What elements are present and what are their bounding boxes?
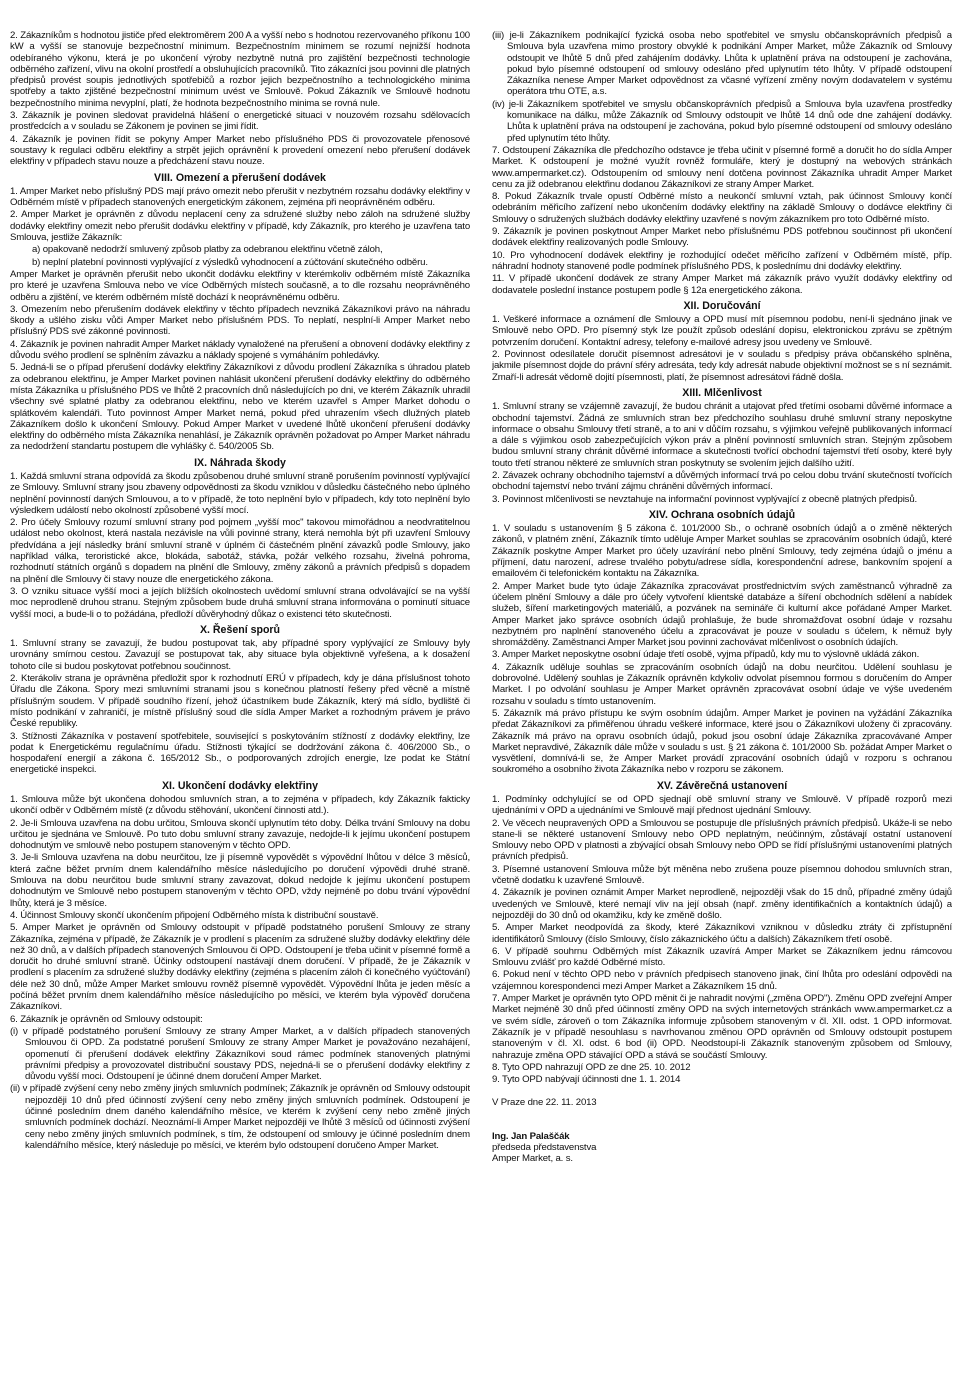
paragraph: 4. Zákazník je povinen řídit se pokyny Amper Market nebo příslušného PDS či provozovatele přenosové soustavy k regulaci odběru elektřiny a strpět jejich oprávnění k provedení omezení nebo přerušení dodávek elektřiny v případech stavu nouze a předcházení stavu nouze. <box>10 133 470 168</box>
paragraph: 9. Zákazník je povinen poskytnout Amper Market nebo příslušnému PDS potřebnou součinnost při ukončení dodávek elektřiny realizovaných podle Smlouvy. <box>492 226 952 249</box>
signature-date: V Praze dne 22. 11. 2013 <box>492 1097 597 1109</box>
paragraph: 8. Pokud Zákazník trvale opustí Odběrné místo a neukončí smluvní vztah, pak účinnost Smlouvy končí odebráním měřicího zařízení nebo ukončením dodávky elektřiny na základě Smlouvy o dodávce elektřiny či Smlouvy o sdružených službách dodávky elektřiny uzavřené s novým zákazníkem pro toto Odběrné místo. <box>492 191 952 225</box>
paragraph: 1. Veškeré informace a oznámení dle Smlouvy a OPD musí mít písemnou podobu, není-li sjednáno jinak ve Smlouvě nebo OPD. Pro písemný styk lze použít způsob odeslání dopisu, elektronickou zprávu se zpětným potvrzením doručení. Kontaktní adresy, telefony e-mailové adresy jsou uvedeny ve Smlouvě. <box>492 314 952 348</box>
paragraph: 2. Pro účely Smlouvy rozumí smluvní strany pod pojmem „vyšší moc" takovou mimořádnou a neodvratitelnou událost nebo okolnost, která nastala nezávisle na vůli povinné strany, která nemohla být při uzavření Smlouvy předvídána a její následky brání smluvní straně v úplném či částečném plnění závazků podle Smlouvy, jako například válka, teroristické akce, blokáda, sabotáž, stávka, požár velkého rozsahu, živelná pohroma, rozhodnutí státních orgánů s dopadem na plnění dle Smlouvy, změny zákonů a právních předpisů s dopadem na plnění dle Smlouvy či stavy nouze dle energetického zákona. <box>10 517 470 585</box>
paragraph: 5. Jedná-li se o případ přerušení dodávky elektřiny Zákazníkovi z důvodu prodlení Zákazníka s úhradou plateb za odebranou elektřinu, je Amper Market povinen nahlásit ukončení přerušení dodávky elektřiny do odběrného místa Zákazníka u příslušného PDS ve lhůtě 2 pracovních dnů následujících po dni, ve kterém Zákazník uhradil všechny své splatné platby za odebranou elektřinu, nebo ve kterém uzavřel s Amper Market dohodu o splátkovém kalendáři. Tuto povinnost Amper Market nemá, pokud před uhrazením všech dlužných plateb Zákazníkem došlo k ukončení Smlouvy. Pokud Amper Market v uvedené lhůtě ukončení přerušení dodávky elektřiny do odběrného místa Zákazníka nenahlásí, je Zákazník oprávněn požadovat po Amper Market náhradu za nedodržení standartu postupem dle vyhlášky č. 540/2005 Sb. <box>10 362 470 453</box>
paragraph: (iii) je-li Zákazníkem podnikající fyzická osoba nebo spotřebitel ve smyslu občanskoprávních předpisů a Smlouva byla uzavřena mimo prostory obvyklé k podnikání Amper Market, může Zákazník od Smlouvy odstoupit ve lhůtě 5 dnů před zahájením dodávky. Lhůta k uplatnění práva na odstoupení je zachována, pokud bylo písemné odstoupení od smlouvy odesláno před uplynutím této lhůty. V případě odstoupení Zákazníka nenese Amper Market odpovědnost za včasné vyřízení změny novým dodavatelem v systému operátora trhu OTE, a.s. <box>492 30 952 98</box>
paragraph: 3. Povinnost mlčenlivosti se nevztahuje na informační povinnost vyplývající z obecně platných předpisů. <box>492 493 918 505</box>
left-column <box>10 30 470 1376</box>
paragraph: 1. V souladu s ustanovením § 5 zákona č. 101/2000 Sb., o ochraně osobních údajů a o změně některých zákonů, v platném znění, Zákazník tímto uděluje Amper Market souhlas se zpracováním osobních údajů, které Zákazník poskytne Amper Market pro účely uzavírání nebo plnění Smlouvy, tedy zejména údajů o jménu a příjmení, datu narození, adrese trvalého pobytu/adrese sídla, korespondenční adrese, bankovním spojení a emailovém či telefonickém kontaktu na Zákazníka. <box>492 523 952 580</box>
paragraph: 3. Je-li Smlouva uzavřena na dobu neurčitou, lze ji písemně vypovědět s výpovědní lhůtou v délce 3 měsíců, která začne běžet prvním dnem kalendářního měsíce následujícího po doručení výpovědi druhé straně. Smlouva na dobu neurčitou bude smluvní strany zavazovat, dokud nedojde k jejímu ukončení postupem dohodnutým ve Smlouvě nebo postupem stanoveným v těchto OPD, vždy nejméně po dobu trvání výpovědní lhůty, která je 3 měsíce. <box>10 852 470 909</box>
paragraph: 1. Každá smluvní strana odpovídá za škodu způsobenou druhé smluvní straně porušením povinností vyplývající ze Smlouvy. Smluvní strany jsou zbaveny odpovědnosti za škodu vzniklou v důsledku částečného nebo úplného neplnění povinností daných Smlouvou, a to v případě, že toto neplnění bylo v případech, kdy toto neplnění bylo výsledkem událostí nebo okolností způsobené vyšší mocí. <box>10 470 470 516</box>
paragraph: 5. Amper Market neodpovídá za škody, které Zákazníkovi vzniknou v důsledku ztráty či zpřístupnění identifikátorů Smlouvy (číslo Smlouvy, číslo zákaznického účtu a dalších) Zákazníkem třetí osobě. <box>492 922 952 945</box>
paragraph: 3. Stížnosti Zákazníka v postavení spotřebitele, související s poskytováním stížností z dodávky elektřiny, lze podat k Energetickému regulačnímu úřadu. Stížnosti týkající se dodržování zákona č. 406/2000 Sb., o hospodaření energií a zákona č. 165/2012 Sb., o podporovaných zdrojích energie, lze podat ke Státní energetické inspekci. <box>10 730 470 776</box>
paragraph: 8. Tyto OPD nahrazují OPD ze dne 25. 10. 2012 <box>492 1061 691 1073</box>
paragraph: b) neplní platební povinnosti vyplývající z výsledků vyhodnocení a zúčtování skutečného odběru. <box>32 256 428 268</box>
paragraph: 6. Zákazník je oprávněn od Smlouvy odstoupit: <box>10 1013 203 1025</box>
signatory-name: Ing. Jan Palaščák <box>492 1130 570 1142</box>
paragraph: 3. Písemné ustanovení Smlouva může být měněna nebo zrušena pouze písemnou dohodou smluvních stran, včetně dodatku k uzavřené Smlouvě. <box>492 863 952 887</box>
paragraph: 3. O vzniku situace vyšší moci a jejích blížších okolnostech uvědomí smluvní strana odvolávající se na vyšší moc neprodleně druhou stranu. Stejným způsobem bude druhá smluvní strana informována o pominutí situace vyšší moci, a bude-li o to požádána, předloží důvěryhodný důkaz o existenci této skutečnosti. <box>10 585 470 620</box>
paragraph: 4. Zákazník je povinen oznámit Amper Market neprodleně, nejpozději však do 15 dnů, případné změny údajů uvedených ve Smlouvě, které nemají vliv na její obsah (např. změny identifikačních a kontaktních údajů) a nejpozději do 30 dnů od okamžiku, kdy ke změně došlo. <box>492 887 952 921</box>
paragraph: 2. Závazek ochrany obchodního tajemství a důvěrných informací trvá po celou dobu trvání skutečností tvořících obchodní tajemství nebo trvání zájmu chráněni důvěrných informací. <box>492 469 952 493</box>
paragraph: 2. Povinnost odesílatele doručit písemnost adresátovi je v souladu s předpisy práva občanského splněna, jakmile písemnost dojde do právní sféry adresáta, tedy kdy adresát nabude objektivní možnost se s ní seznámit. Zmaří-li adresát vědomě dojití písemnosti, platí, že písemnost adresátovi řádně došla. <box>492 349 952 383</box>
paragraph: 4. Zákazník uděluje souhlas se zpracováním osobních údajů na dobu neurčitou. Udělení souhlasu je dobrovolné. Udělený souhlas je Zákazník oprávněn kdykoliv odvolat písemnou formou s doručením do Amper Market. I po odvolání souhlasu je Amper Market oprávněn zpracovávat osobní údaje ve výše uvedeném rozsahu v souladu s tímto ustanovením. <box>492 661 952 707</box>
paragraph: 3. Amper Market neposkytne osobní údaje třetí osobě, vyjma případů, kdy mu to výslovně ukládá zákon. <box>492 649 920 661</box>
section-heading: VIII. Omezení a přerušení dodávek <box>154 171 326 184</box>
paragraph: 2. Zákazníkům s hodnotou jističe před elektroměrem 200 A a vyšší nebo s hodnotou rezervovaného příkonu 100 kW a vyšší se stanovuje bezpečnostní minimum. Bezpečnostním minimem se rozumí nejnižší hodnota odebíraného výkonu, která je po ukončení výroby nezbytně nutná pro zajištění bezpečnosti technologie odběrného zařízení, vlivu na okolní prostředí a obsluhujících pracovníků. Tito zákazníci jsou povinni dle platných předpisů provést soupis jednotlivých spotřebičů a rozbor jejich bezpečnostního a technologického minima spotřeby a takto zjištěné bezpečnostní minimum uvést ve Smlouvě. Pokud Zákazník ve Smlouvě hodnotu bezpečnostního minima nevyplní, platí, že hodnota bezpečnostního minima se rovná nule. <box>10 30 470 109</box>
paragraph: (ii) v případě zvýšení ceny nebo změny jiných smluvních podmínek; Zákazník je oprávněn od Smlouvy odstoupit nejpozději 10 dnů před účinností zvýšení ceny nebo změny jiných smluvních podmínek. Odstoupení je účinné posledním dnem daného kalendářního měsíce, ve kterém k zvýšení ceny nebo změně jiných smluvních podmínek dochází. Neoznámí-li Amper Market nejpozději ve lhůtě 3 měsíců od účinnosti zvýšení ceny nebo změny jiných smluvních podmínek, s tím, že odstoupení od smlouvy je účinné posledním dnem kalendářního měsíce, který následuje po měsíci, ve kterém bylo odstoupení doručeno Amper Market. <box>10 1083 470 1151</box>
section-heading: XII. Doručování <box>683 299 761 312</box>
paragraph: 6. V případě souhrnu Odběrných míst Zákazník uzavírá Amper Market se Zákazníkem jednu rámcovou Smlouvu zvlášť pro každé Odběrné místo. <box>492 945 952 969</box>
paragraph: 2. Amper Market je oprávněn z důvodu neplacení ceny za sdružené služby nebo záloh na sdružené služby dodávky elektřiny omezit nebo přerušit dodávku elektřiny v případě, kdy Zákazník, pro kterého je uzavřena tato Smlouva, jestliže Zákazník: <box>10 209 470 244</box>
right-column-body <box>492 30 952 1085</box>
paragraph: a) opakovaně nedodrží smluvený způsob platby za odebranou elektřinu včetně záloh, <box>32 244 383 256</box>
signatory-company: Amper Market, a. s. <box>492 1153 573 1165</box>
paragraph: 10. Pro vyhodnocení dodávek elektřiny je rozhodující odečet měřicího zařízení v Odběrném místě, příp. náhradní hodnoty stanovené podle podmínek příslušného PDS, k poslednímu dni dodávky elektřiny. <box>492 249 952 272</box>
paragraph: 1. Smluvní strany se zavazují, že budou postupovat tak, aby případné spory vyplývající ze Smlouvy byly urovnány smírnou cestou. Zavazují se postupovat tak, aby situace byla objektivně vyřešena, a k dosažení tohoto cíle si budou poskytovat potřebnou součinnost. <box>10 638 470 672</box>
right-column <box>492 30 952 1376</box>
paragraph: 1. Smlouva může být ukončena dohodou smluvních stran, a to zejména v případech, kdy Zákazník fakticky ukončí odběr v Odběrném místě (z důvodu stěhování, ukončení činnosti atd.). <box>10 794 470 817</box>
section-heading: XV. Závěrečná ustanovení <box>656 779 788 792</box>
paragraph: 4. Účinnost Smlouvy skončí ukončením připojení Odběrného místa k distribuční soustavě. <box>10 909 379 921</box>
signature-block <box>492 1097 952 1164</box>
paragraph: (iv) je-li Zákazníkem spotřebitel ve smyslu občanskoprávních předpisů a Smlouva byla uzavřena prostředky komunikace na dálku, může Zákazník od Smlouvy odstoupit ve lhůtě 14 dnů ode dne zahájení dodávky. Lhůta k uplatnění práva na odstoupení je zachována, pokud bylo písemné odstoupení od smlouvy odesláno před uplynutím této lhůty. <box>492 98 952 144</box>
section-heading: XI. Ukončení dodávky elektřiny <box>161 779 319 792</box>
section-heading: IX. Náhrada škody <box>194 456 286 469</box>
paragraph: 2. Je-li Smlouva uzavřena na dobu určitou, Smlouva skončí uplynutím této doby. Délka trvání Smlouvy na dobu určitou je sjednána ve Smlouvě. Po tuto dobu smluvní strany zavazuje, nedojde-li k jejímu ukončení postupem dohodnutým ve smlouvě nebo postupem stanoveným v těchto OPD. <box>10 817 470 852</box>
section-heading: XIII. Mlčenlivost <box>682 386 762 399</box>
paragraph: 1. Amper Market nebo příslušný PDS mají právo omezit nebo přerušit v nezbytném rozsahu dodávky elektřiny v Odběrném místě v případech stanovených energetickým zákonem, zejména při neoprávněném odběru. <box>10 185 470 209</box>
paragraph: 1. Podmínky odchylující se od OPD sjednají obě smluvní strany ve Smlouvě. V případě rozporů mezi ujednáními v OPD a ujednáními ve Smlouvě mají přednost ujednání Smlouvy. <box>492 794 952 817</box>
paragraph: 1. Smluvní strany se vzájemně zavazují, že budou chránit a utajovat před třetími osobami důvěrné informace a obchodní tajemství. Žádná ze smluvních stran bez předchozího souhlasu druhé smluvní strany neposkytne informace o obsahu Smlouvy třetí straně, a to ani v důčím rozsahu, s výjimkou veřejně publikovaných informací a dále s výjimkou osob zabezpečujících výkon práv a plnění povinností smluvních stran. Stejným způsobem budou smluvní strany chránit důvěrné informace a skutečnosti tvořící obchodní tajemství třetí osoby, které byly touto třetí stranou některé ze smluvních stran poskytnuty se svolením jejich dalšího užití. <box>492 401 952 469</box>
paragraph: Amper Market je oprávněn přerušit nebo ukončit dodávku elektřiny v kterémkoliv odběrném místě Zákazníka pro které je uzavřena Smlouva nebo ve více Odběrných místech současně, a to dle rozsahu neoprávněného odběru a zjištění, ve kterém odběrném místě dochází k neoprávněnému odběru. <box>10 268 470 303</box>
paragraph: 7. Amper Market je oprávněn tyto OPD měnit či je nahradit novými („změna OPD"). Změnu OPD zveřejní Amper Market nejméně 30 dnů před účinností změny OPD na svých internetových stránkách www.ampermarket.cz a ve svém sídle, zároveň o tom Zákazníka informuje způsobem stanoveným v čl. XII. odst. 1 OPD informovat. Zákazník je v případě nesouhlasu s navrhovanou změnou OPD oprávněn od Smlouvy odstoupit postupem stanoveným v čl. XI. odst. 6 bod (ii) OPD. Neodstoupí-li Zákazník stanoveným způsobem od Smlouvy, nahrazuje změna OPD stávající OPD a stává se součástí Smlouvy. <box>492 993 952 1061</box>
paragraph: 3. Zákazník je povinen sledovat pravidelná hlášení o energetické situaci v nouzovém rozsahu sdělovacích prostředcích a v souladu se Zákonem je povinen se jimi řídit. <box>10 110 470 133</box>
section-heading: XIV. Ochrana osobních údajů <box>648 508 796 521</box>
signatory-role: předseda představenstva <box>492 1142 597 1154</box>
paragraph: 6. Pokud není v těchto OPD nebo v právních předpisech stanoveno jinak, činí lhůta pro odeslání odpovědi na vzájemnou korespondenci mezi Amper Market a Zákazníkem 15 dnů. <box>492 969 952 992</box>
paragraph: 3. Omezením nebo přerušením dodávek elektřiny v těchto případech nevzniká Zákazníkovi právo na náhradu škody a ušlého zisku vůči Amper Market nebo příslušném PDS. To neplatí, nesplní-li Amper Market nebo příslušný PDS své zákonné povinnosti. <box>10 303 470 338</box>
paragraph: 4. Zákazník je povinen nahradit Amper Market náklady vynaložené na přerušení a obnovení dodávky elektřiny z důvodu svého prodlení se splněním závazku a náklady spojené s vymáháním pohledávky. <box>10 338 470 362</box>
paragraph: (i) v případě podstatného porušení Smlouvy ze strany Amper Market, a v dalších případech stanovených Smlouvou či OPD. Za podstatné porušení Smlouvy ze strany Amper Market je považováno nezahájení, opomenutí či přerušení dodávek elektřiny Zákazníkovi soud rámec podmínek stanovených platnými právními předpisy a provozovatel distribuční soustavy PDS, nejedná-li se o přerušení dodávky elektřiny z důvodu vyšší moci. Odstoupení je účinné dnem doručení Amper Market. <box>10 1025 470 1083</box>
paragraph: 5. Amper Market je oprávněn od Smlouvy odstoupit v případě podstatného porušení Smlouvy ze strany Zákazníka, zejména v případě, že Zákazník je v prodlení s placením za sdružené služby dodávky elektřiny déle než 30 dnů, a v dalších případech stanovených Smlouvou či OPD. Odstoupení je třeba učinit v písemné formě a doručit ho druhé smluvní straně. Účinky odstoupení nastávají dnem doručení. V případě, že je Zákazník v prodlení s placením za sdružené služby dodávky elektřiny (zejména s placením záloh či konečného vyúčtování) déle než 30 dnů, může Amper Market smlouvu rovněž písemně vypovědět. Výpovědní lhůta je jeden měsíc a počíná běžet prvním dnem kalendářního měsíce následujícího po měsíci, ve kterém byla výpověď doručena Zákazníkovi. <box>10 922 470 1013</box>
paragraph: 5. Zákazník má právo přístupu ke svým osobním údajům. Amper Market je povinen na vyžádání Zákazníka předat Zákazníkovi za přiměřenou úhradu veškeré informace, které jsou o Zákazníkovi uloženy či zpracovány. Zákazník má právo na opravu osobních údajů, pokud jsou osobní údaje Zákazníka zpracovávané Amper Market nepravdivé, Zákazník dále může v souladu s ust. § 21 zákona č. 101/2000 Sb. požádat Amper Market o vysvětlení, domnívá-li se, že Amper Market provádí zpracování osobních údajů v rozporu s ochranou soukromého a osobního života Zákazníka nebo v rozporu se zákonem. <box>492 707 952 776</box>
paragraph: 2. Ve věcech neupravených OPD a Smlouvou se postupuje dle příslušných právních předpisů. Ukáže-li se nebo stane-li se některé ustanovení Smlouvy nebo OPD neplatným, neúčinným, zůstávají ostatní ustanovení Smlouvy nebo OPD v platnosti a zbývající obsah Smlouvy nebo OPD se řídí příslušnými ustanoveními platných právních předpisů. <box>492 817 952 863</box>
section-heading: X. Řešení sporů <box>199 623 281 636</box>
paragraph: 9. Tyto OPD nabývají účinnosti dne 1. 1. 2014 <box>492 1074 681 1086</box>
paragraph: 11. V případě ukončení dodávek ze strany Amper Market má zákazník právo využít dodávky elektřiny od dodavatele poslední instance postupem podle § 12a energetického zákona. <box>492 273 952 296</box>
paragraph: 2. Amper Market bude tyto údaje Zákazníka zpracovávat prostřednictvím svých zaměstnanců výhradně za účelem plnění Smlouvy a dále pro účely vytvoření klientské databáze a šíření obchodních sdělení a nabídek služeb, šíření marketingových materiálů, a pozvánek na semináře či kulturní akce pořádané Amper Market. Amper Market jako správce osobních údajů prohlašuje, že bude shromažďovat osobní údaje v rozsahu nezbytném pro naplnění stanoveného účelu a zpracovávat je pouze v souladu s účelem, k němuž byly shromážděny. Zaměstnanci Amper Market jsou povinni zachovávat mlčenlivost o osobních údajích. <box>492 580 952 649</box>
paragraph: 2. Kterákoliv strana je oprávněna předložit spor k rozhodnutí ERÚ v případech, kdy je dána příslušnost tohoto Úřadu dle Zákona. Spory mezi smluvními stranami jsou s konečnou platností řešeny před věcně a místně příslušným soudem. V případě soudního řízení, jehož účastníkem bude Zákazník, který má sídlo, bydliště či místo podnikání v zahraničí, je místně příslušný soud dle sídla Amper Market a rozhodným právem je právo České republiky. <box>10 673 470 730</box>
paragraph: 7. Odstoupení Zákazníka dle předchozího odstavce je třeba učinit v písemné formě a doručit ho do sídla Amper Market. K odstoupení je možné využít rovněž formuláře, který je dostupný na webových stránkách www.ampermarket.cz). Odstoupením od smlouvy není dotčena povinnost Zákazníka uhradit Amper Market cenu za již odebranou elektřinu dodanou Zákazníkovi ze strany Amper Market. <box>492 144 952 190</box>
